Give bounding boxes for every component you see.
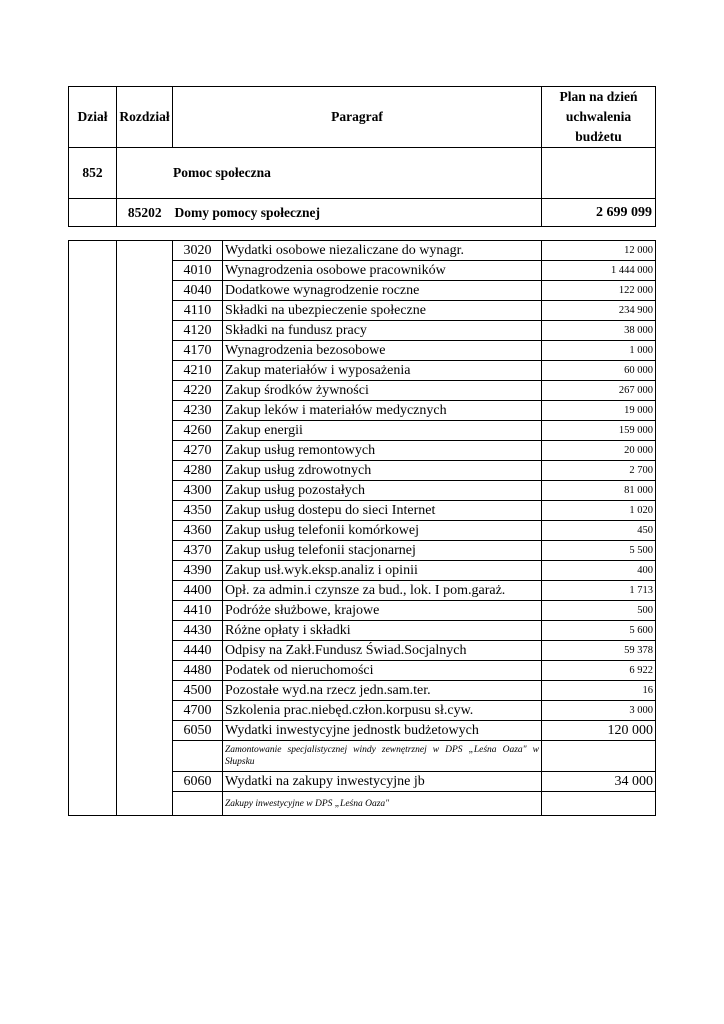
paragraph-amount: 81 000 (542, 481, 656, 501)
paragraph-code: 4230 (173, 401, 223, 421)
paragraph-amount: 400 (542, 561, 656, 581)
paragraph-name: Pozostałe wyd.na rzecz jedn.sam.ter. (223, 681, 542, 701)
paragraph-name: Podatek od nieruchomości (223, 661, 542, 681)
paragraph-name: Składki na ubezpieczenie społeczne (223, 301, 542, 321)
paragraph-name: Zakup usług zdrowotnych (223, 461, 542, 481)
chapter-row (69, 199, 656, 227)
paragraph-amount: 234 900 (542, 301, 656, 321)
paragraph-name: Szkolenia prac.niebęd.człon.korpusu sł.cyw. (223, 701, 542, 721)
paragraph-name: Wynagrodzenia bezosobowe (223, 341, 542, 361)
col-plan-line3: budżetu (575, 129, 622, 144)
paragraph-code: 4700 (173, 701, 223, 721)
col-plan-line2: uchwalenia (565, 109, 632, 124)
section-code: 852 (69, 148, 117, 199)
rozdzial-cell (117, 241, 173, 816)
paragraph-name: Zakup usług telefonii komórkowej (223, 521, 542, 541)
paragraph-amount: 450 (542, 521, 656, 541)
table-row (69, 241, 656, 261)
paragraph-name: Zakup usług pozostałych (223, 481, 542, 501)
investment-amount: 120 000 (542, 721, 656, 741)
paragraph-code: 4280 (173, 461, 223, 481)
paragraph-name: Odpisy na Zakł.Fundusz Świad.Socjalnych (223, 641, 542, 661)
chapter-empty (69, 199, 117, 227)
paragraph-name: Zakup energii (223, 421, 542, 441)
investment-note-code-empty (173, 792, 223, 816)
paragraph-code: 4260 (173, 421, 223, 441)
dzial-cell (69, 241, 117, 816)
paragraph-code: 4300 (173, 481, 223, 501)
paragraph-name: Zakup leków i materiałów medycznych (223, 401, 542, 421)
investment-note: Zamontowanie specjalistycznej windy zewnętrznej w DPS „Leśna Oaza" w Słupsku (223, 741, 542, 772)
paragraph-code: 4110 (173, 301, 223, 321)
paragraph-amount: 500 (542, 601, 656, 621)
chapter-name: Domy pomocy społecznej (173, 199, 542, 227)
col-paragraf-header: Paragraf (173, 87, 542, 148)
paragraph-code: 4390 (173, 561, 223, 581)
paragraph-amount: 159 000 (542, 421, 656, 441)
paragraph-code: 4040 (173, 281, 223, 301)
paragraph-name: Podróże służbowe, krajowe (223, 601, 542, 621)
col-plan-line1: Plan na dzień (559, 89, 638, 104)
paragraph-amount: 12 000 (542, 241, 656, 261)
col-plan-header (542, 87, 656, 148)
investment-amount: 34 000 (542, 772, 656, 792)
investment-name: Wydatki inwestycyjne jednostk budżetowych (223, 721, 542, 741)
paragraph-amount: 38 000 (542, 321, 656, 341)
paragraph-amount: 20 000 (542, 441, 656, 461)
paragraph-name: Wydatki osobowe niezaliczane do wynagr. (223, 241, 542, 261)
paragraph-code: 4220 (173, 381, 223, 401)
paragraph-amount: 59 378 (542, 641, 656, 661)
investment-note-code-empty (173, 741, 223, 772)
paragraph-code: 4170 (173, 341, 223, 361)
chapter-code: 85202 (117, 199, 173, 227)
paragraph-name: Zakup usł.wyk.eksp.analiz i opinii (223, 561, 542, 581)
paragraph-amount: 3 000 (542, 701, 656, 721)
paragraph-code: 4270 (173, 441, 223, 461)
paragraph-amount: 2 700 (542, 461, 656, 481)
paragraph-code: 4480 (173, 661, 223, 681)
paragraph-amount: 1 713 (542, 581, 656, 601)
paragraph-code: 4210 (173, 361, 223, 381)
paragraph-code: 4370 (173, 541, 223, 561)
paragraph-name: Zakup środków żywności (223, 381, 542, 401)
investment-note: Zakupy inwestycyjne w DPS „Leśna Oaza" (223, 792, 542, 816)
expense-rows (69, 241, 656, 816)
paragraph-code: 4430 (173, 621, 223, 641)
paragraph-name: Dodatkowe wynagrodzenie roczne (223, 281, 542, 301)
header-row (69, 87, 656, 148)
section-amount (542, 148, 656, 199)
paragraph-name: Zakup usług dostepu do sieci Internet (223, 501, 542, 521)
paragraph-amount: 5 500 (542, 541, 656, 561)
investment-note-amount-empty (542, 741, 656, 772)
header-table (68, 86, 656, 227)
paragraph-code: 4410 (173, 601, 223, 621)
investment-note-amount-empty (542, 792, 656, 816)
chapter-amount: 2 699 099 (542, 199, 656, 227)
paragraph-amount: 16 (542, 681, 656, 701)
col-dzial-header: Dział (69, 87, 117, 148)
paragraph-amount: 1 000 (542, 341, 656, 361)
section-name: Pomoc społeczna (117, 148, 542, 199)
paragraph-name: Zakup materiałów i wyposażenia (223, 361, 542, 381)
paragraph-code: 4010 (173, 261, 223, 281)
col-rozdzial-header: Rozdział (117, 87, 173, 148)
expense-table (68, 240, 656, 816)
paragraph-amount: 1 020 (542, 501, 656, 521)
paragraph-code: 4360 (173, 521, 223, 541)
paragraph-name: Zakup usług telefonii stacjonarnej (223, 541, 542, 561)
paragraph-amount: 60 000 (542, 361, 656, 381)
paragraph-amount: 5 600 (542, 621, 656, 641)
paragraph-amount: 1 444 000 (542, 261, 656, 281)
section-row (69, 148, 656, 199)
investment-code: 6050 (173, 721, 223, 741)
paragraph-amount: 19 000 (542, 401, 656, 421)
paragraph-code: 4120 (173, 321, 223, 341)
paragraph-amount: 6 922 (542, 661, 656, 681)
paragraph-code: 3020 (173, 241, 223, 261)
paragraph-name: Różne opłaty i składki (223, 621, 542, 641)
investment-code: 6060 (173, 772, 223, 792)
paragraph-code: 4500 (173, 681, 223, 701)
paragraph-name: Opł. za admin.i czynsze za bud., lok. I pom.garaż. (223, 581, 542, 601)
paragraph-amount: 122 000 (542, 281, 656, 301)
paragraph-name: Zakup usług remontowych (223, 441, 542, 461)
paragraph-code: 4440 (173, 641, 223, 661)
paragraph-name: Składki na fundusz pracy (223, 321, 542, 341)
paragraph-amount: 267 000 (542, 381, 656, 401)
investment-name: Wydatki na zakupy inwestycyjne jb (223, 772, 542, 792)
paragraph-code: 4400 (173, 581, 223, 601)
paragraph-name: Wynagrodzenia osobowe pracowników (223, 261, 542, 281)
paragraph-code: 4350 (173, 501, 223, 521)
